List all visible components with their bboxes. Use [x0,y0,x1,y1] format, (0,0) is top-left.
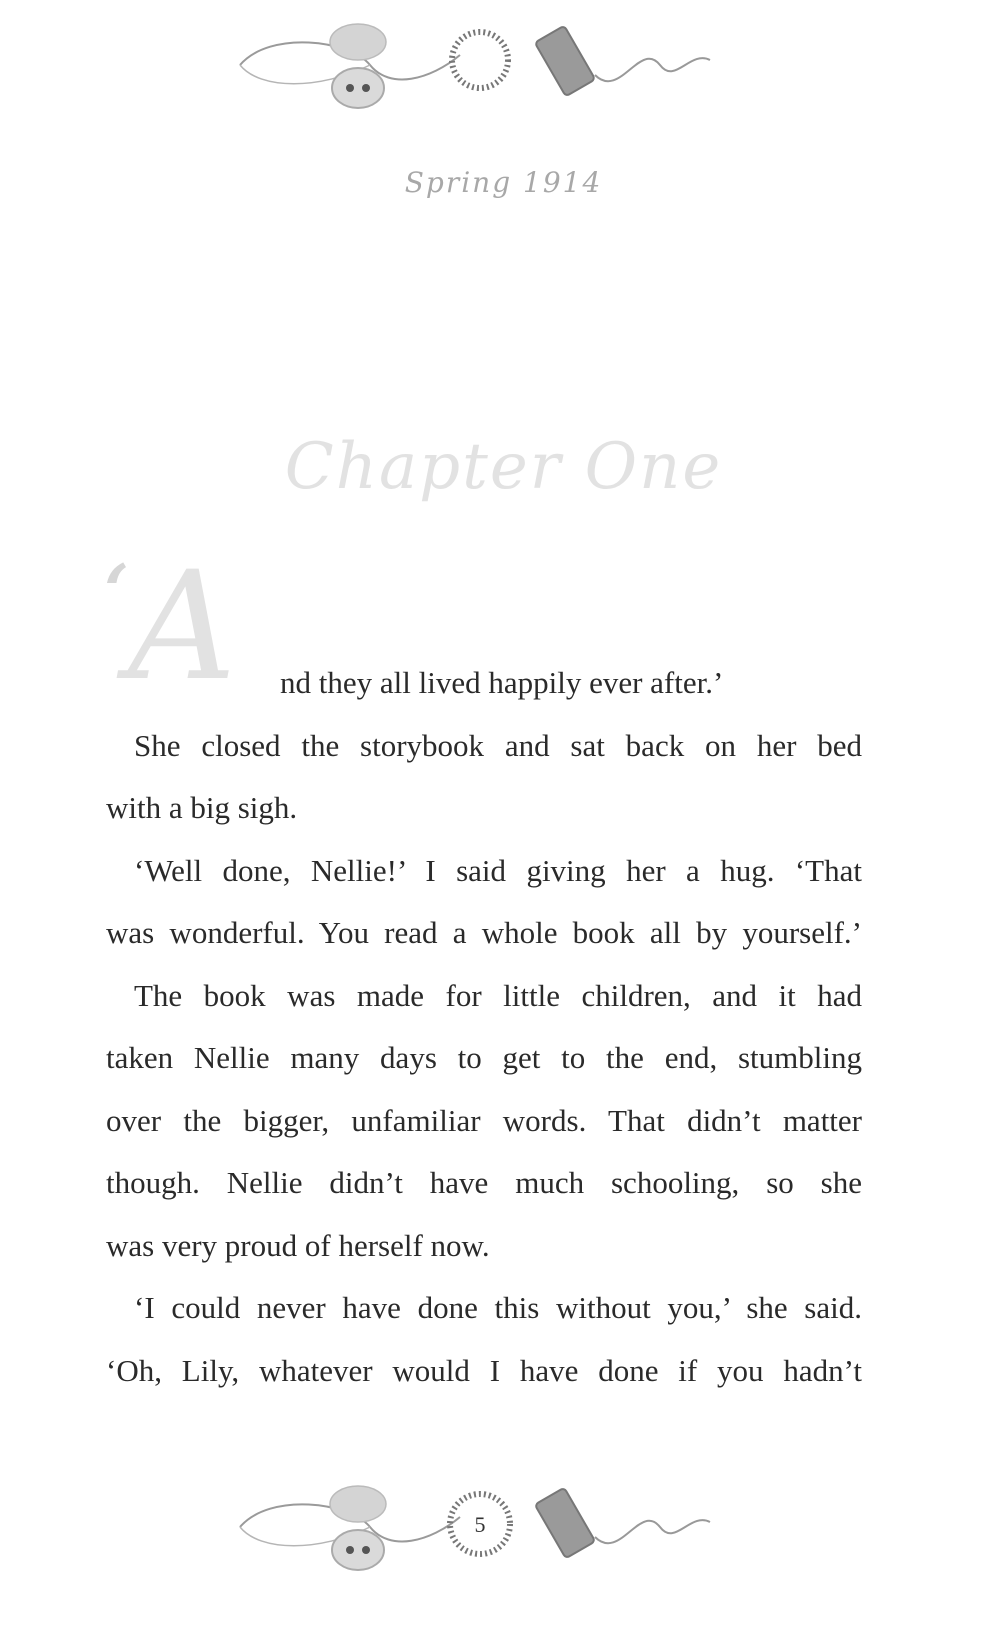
drop-cap-quote: ‘ [104,548,130,633]
drop-cap-letter: A [128,540,237,714]
text-line: was wonderful. You read a whole book all by yourself.’ [106,915,862,950]
text-line: was very proud of herself now. [106,1227,490,1263]
text-line: with a big sigh. [106,790,298,825]
chapter-title: Chapter One [284,430,723,504]
text-line: though. Nellie didn’t have much schooling, so she [106,1165,862,1200]
page-number: 5 [474,1512,486,1537]
body-text [106,652,862,1402]
text-line: The book was made for little children, and it had [134,977,862,1013]
text-line: ‘Oh, Lily, whatever would I have done if you hadn’t [106,1352,862,1388]
sewing-ornament-icon [230,20,730,120]
text-line: ‘Well done, Nellie!’ I said giving her a hug. ‘That [134,852,862,888]
text-line: nd they all lived happily ever after.’ [280,665,724,700]
text-line: She closed the storybook and sat back on her bed [134,727,862,763]
text-line: over the bigger, unfamiliar words. That didn’t matter [106,1102,862,1138]
season-heading: Spring 1914 [404,166,603,199]
text-line: ‘I could never have done this without you,’ she said. [134,1290,862,1325]
top-sewing-ornament [230,20,730,120]
text-line: taken Nellie many days to get to the end, stumbling [106,1040,862,1075]
